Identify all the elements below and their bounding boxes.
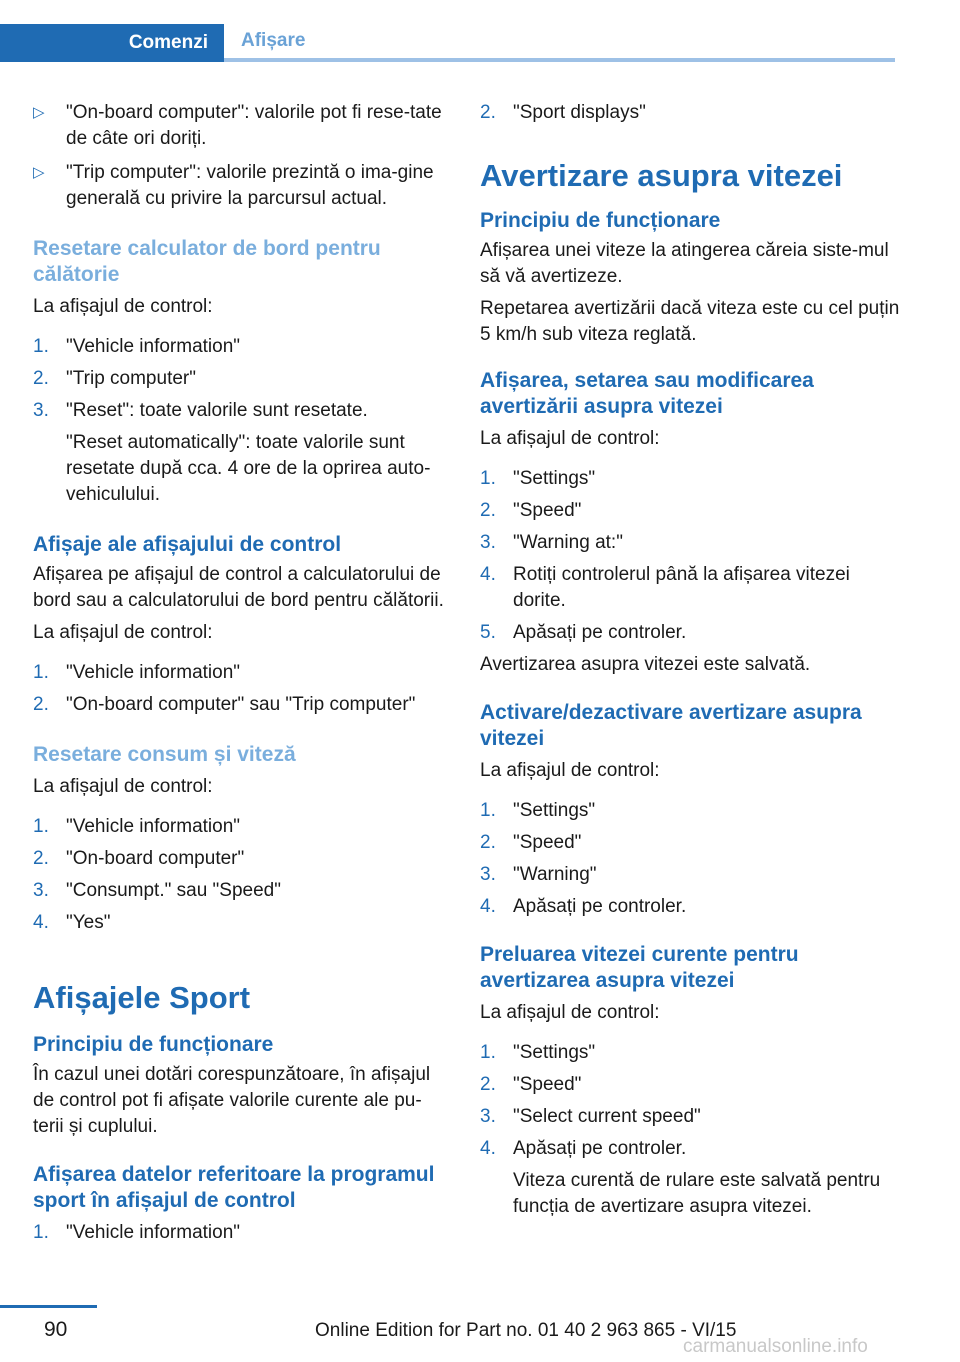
list-item: 3. "Warning": [480, 864, 597, 885]
page-number: 90: [44, 1318, 68, 1341]
triangle-bullet-icon: ▷: [33, 104, 45, 121]
list-item: ▷ "On-board computer": valorile pot fi rese-tate de câte ori doriți.: [33, 102, 442, 149]
list-item: 2. "Trip computer": [33, 368, 196, 389]
paragraph: Afișarea pe afișajul de control a calculatorului de bord sau a calculatorului de bord pentru călătorii.: [33, 564, 444, 611]
steps-list: [33, 814, 448, 936]
section-heading-displays: Afișaje ale afișajului de control: [33, 533, 342, 556]
result-text: Avertizarea asupra vitezei este salvată.: [480, 654, 811, 675]
steps-list: [33, 1220, 448, 1246]
section-heading-current-speed: Preluarea vitezei curente pentru avertizarea asupra vitezei: [480, 943, 799, 992]
paragraph: Repetarea avertizării dacă viteza este cu cel puțin 5 km/h sub viteza reglată.: [480, 298, 900, 345]
intro-text: La afișajul de control:: [33, 622, 213, 643]
list-item: 1. "Settings": [480, 468, 596, 489]
triangle-bullet-icon: ▷: [33, 164, 45, 181]
list-item: ▷ "Trip computer": valorile prezintă o ima-gine generală cu privire la parcursul actual.: [33, 162, 434, 209]
watermark: carmanualsonline.info: [683, 1336, 868, 1357]
tab-comenzi[interactable]: Comenzi: [0, 24, 224, 62]
list-item: 3. "Select current speed": [480, 1106, 701, 1127]
steps-list: [480, 1040, 900, 1220]
edition-text: Online Edition for Part no. 01 40 2 963 865 - VI/15: [315, 1320, 737, 1341]
intro-text: La afișajul de control:: [33, 776, 213, 797]
right-column: [480, 100, 900, 1220]
list-item: 1. "Vehicle information": [33, 662, 241, 683]
list-item: 1. "Vehicle information": [33, 816, 241, 837]
list-item: 1. "Settings": [480, 800, 596, 821]
list-item: 4. Rotiți controlerul până la afișarea vitezei dorite.: [480, 564, 850, 611]
list-item: 1. "Settings": [480, 1042, 596, 1063]
section-heading-reset-trip: Resetare calculator de bord pentru călătorie: [33, 237, 381, 286]
section-heading-toggle-warning: Activare/dezactivare avertizare asupra vitezei: [480, 701, 862, 750]
paragraph: În cazul unei dotări corespunzătoare, în afișajul de control pot fi afișate valorile curente ale pu-terii și cuplului.: [33, 1064, 431, 1137]
intro-text: La afișajul de control:: [33, 296, 213, 317]
list-item: 4. "Yes": [33, 912, 111, 933]
section-heading-principle: Principiu de funcționare: [33, 1033, 274, 1056]
list-item: 2. "Speed": [480, 832, 582, 853]
steps-list: [33, 334, 448, 508]
steps-list: [480, 466, 900, 646]
paragraph: Afișarea unei viteze la atingerea căreia siste-mul să vă avertizeze.: [480, 240, 889, 287]
left-column: [33, 100, 448, 1246]
steps-list: [480, 100, 900, 126]
list-item: 2. "On-board computer": [33, 848, 245, 869]
intro-text: La afișajul de control:: [480, 1002, 660, 1023]
intro-text: La afișajul de control:: [480, 760, 660, 781]
list-item: 5. Apăsați pe controler.: [480, 622, 687, 643]
list-item: 3. "Warning at:": [480, 532, 623, 553]
list-item: 4. Apăsați pe controler. Viteza curentă de rulare este salvată pentru funcția de avertizare asupra vitezei.: [480, 1138, 881, 1217]
list-item: 1. "Vehicle information": [33, 336, 241, 357]
list-item: 2. "On-board computer" sau "Trip computer": [33, 694, 416, 715]
section-heading-principle: Principiu de funcționare: [480, 209, 721, 232]
list-item: 3. "Consumpt." sau "Speed": [33, 880, 281, 901]
list-item: 2. "Speed": [480, 500, 582, 521]
list-item: 1. "Vehicle information": [33, 1222, 241, 1243]
list-item: 4. Apăsați pe controler.: [480, 896, 687, 917]
section-heading-reset-consumption: Resetare consum și viteză: [33, 743, 296, 766]
list-item: 2. "Sport displays": [480, 102, 646, 123]
tab-afisare[interactable]: Afișare: [224, 24, 895, 58]
list-item: 3. "Reset": toate valorile sunt resetate. "Reset automatically": toate valorile sunt resetate după cca. 4 ore de la oprirea auto-vehiculului.: [33, 400, 431, 505]
chapter-heading-speed-warning: Avertizare asupra vitezei: [480, 158, 843, 193]
section-heading-set-warning: Afișarea, setarea sau modificarea avertizării asupra vitezei: [480, 369, 814, 418]
tab-underline: [224, 58, 895, 62]
list-item: 2. "Speed": [480, 1074, 582, 1095]
bullet-list: [33, 100, 448, 212]
intro-text: La afișajul de control:: [480, 428, 660, 449]
chapter-heading-sport: Afișajele Sport: [33, 980, 251, 1015]
footer-rule: [0, 1305, 97, 1308]
steps-list: [33, 660, 448, 718]
steps-list: [480, 798, 900, 920]
chapter-tabs: [0, 24, 895, 62]
section-heading-sport-display: Afișarea datelor referitoare la programul sport în afișajul de control: [33, 1163, 435, 1212]
